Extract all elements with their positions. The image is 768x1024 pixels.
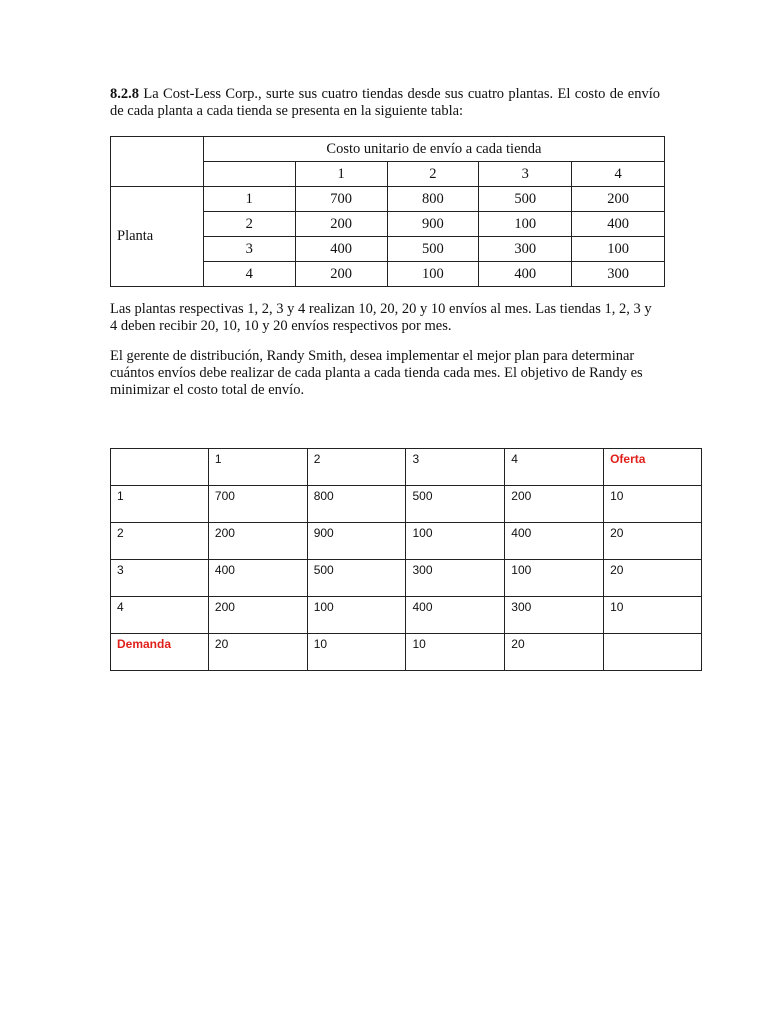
cost-table-plant: 4 bbox=[203, 262, 295, 287]
transport-cell: 800 bbox=[307, 486, 406, 523]
transport-store-header: 4 bbox=[505, 449, 604, 486]
cost-table-cell: 500 bbox=[479, 187, 572, 212]
transport-cell: 200 bbox=[208, 597, 307, 634]
cost-table-cell: 400 bbox=[479, 262, 572, 287]
transport-cell: 500 bbox=[406, 486, 505, 523]
cost-table-cell: 100 bbox=[479, 212, 572, 237]
cost-table-plant: 2 bbox=[203, 212, 295, 237]
cost-table-cell: 200 bbox=[572, 187, 665, 212]
transport-plant: 1 bbox=[111, 486, 209, 523]
cost-table-cell: 700 bbox=[295, 187, 387, 212]
transport-cell: 200 bbox=[505, 486, 604, 523]
cost-table-plant: 1 bbox=[203, 187, 295, 212]
cost-table-store-header: 3 bbox=[479, 162, 572, 187]
transport-header-row bbox=[111, 449, 702, 486]
demand-empty-cell bbox=[604, 634, 702, 671]
supply-demand-text: Las plantas respectivas 1, 2, 3 y 4 realizan 10, 20, 20 y 10 envíos al mes. Las tiendas 1, 2, 3 y 4 deben recibir 20, 10, 10 y 20 envíos respectivos por mes. bbox=[110, 301, 652, 334]
transport-corner-cell bbox=[111, 449, 209, 486]
supply-cell: 10 bbox=[604, 597, 702, 634]
transport-cell: 300 bbox=[406, 560, 505, 597]
supply-cell: 20 bbox=[604, 560, 702, 597]
cost-table-cell: 300 bbox=[479, 237, 572, 262]
demand-label: Demanda bbox=[111, 634, 209, 671]
transport-cell: 400 bbox=[208, 560, 307, 597]
supply-cell: 10 bbox=[604, 486, 702, 523]
cost-table-cell: 200 bbox=[295, 212, 387, 237]
cost-table-header: Costo unitario de envío a cada tienda bbox=[203, 137, 664, 162]
transport-plant: 4 bbox=[111, 597, 209, 634]
transport-cell: 500 bbox=[307, 560, 406, 597]
transport-cell: 700 bbox=[208, 486, 307, 523]
cost-table-cell: 100 bbox=[387, 262, 479, 287]
cost-table-cell: 500 bbox=[387, 237, 479, 262]
cost-table-cell: 400 bbox=[572, 212, 665, 237]
demand-cell: 20 bbox=[208, 634, 307, 671]
transport-plant: 2 bbox=[111, 523, 209, 560]
problem-intro-text: La Cost-Less Corp., surte sus cuatro tiendas desde sus cuatro plantas. El costo de envío de cada planta a cada tienda se presenta en la siguiente tabla: bbox=[110, 86, 660, 119]
transport-cell: 400 bbox=[406, 597, 505, 634]
demand-cell: 20 bbox=[505, 634, 604, 671]
transport-cell: 900 bbox=[307, 523, 406, 560]
cost-table-store-header: 1 bbox=[295, 162, 387, 187]
transport-store-header: 2 bbox=[307, 449, 406, 486]
transport-plant: 3 bbox=[111, 560, 209, 597]
transport-cell: 200 bbox=[208, 523, 307, 560]
cost-table-store-header: 2 bbox=[387, 162, 479, 187]
cost-table-store-header: 4 bbox=[572, 162, 665, 187]
cost-table-row bbox=[111, 187, 665, 212]
cost-table-corner-cell bbox=[111, 137, 204, 187]
cost-table-cell: 200 bbox=[295, 262, 387, 287]
supply-cell: 20 bbox=[604, 523, 702, 560]
supply-header: Oferta bbox=[604, 449, 702, 486]
transport-table bbox=[110, 448, 702, 671]
transport-cell: 400 bbox=[505, 523, 604, 560]
cost-table-row-label: Planta bbox=[111, 187, 204, 287]
demand-row bbox=[111, 634, 702, 671]
cost-table-header-row bbox=[111, 137, 665, 162]
transport-store-header: 3 bbox=[406, 449, 505, 486]
cost-table-cell: 400 bbox=[295, 237, 387, 262]
transport-cell: 300 bbox=[505, 597, 604, 634]
objective-text: El gerente de distribución, Randy Smith, desea implementar el mejor plan para determinar cuántos envíos debe realizar de cada planta a cada tienda cada mes. El objetivo de Randy es minimizar el costo total de envío. bbox=[110, 348, 643, 398]
cost-table bbox=[110, 136, 665, 287]
transport-cell: 100 bbox=[505, 560, 604, 597]
transport-row bbox=[111, 486, 702, 523]
problem-number: 8.2.8 bbox=[110, 86, 139, 102]
problem-intro bbox=[110, 86, 660, 120]
cost-table-cell: 800 bbox=[387, 187, 479, 212]
transport-store-header: 1 bbox=[208, 449, 307, 486]
cost-table-store-spacer bbox=[203, 162, 295, 187]
transport-cell: 100 bbox=[307, 597, 406, 634]
transport-row bbox=[111, 523, 702, 560]
transport-row bbox=[111, 597, 702, 634]
cost-table-cell: 100 bbox=[572, 237, 665, 262]
cost-table-plant: 3 bbox=[203, 237, 295, 262]
cost-table-cell: 900 bbox=[387, 212, 479, 237]
cost-table-cell: 300 bbox=[572, 262, 665, 287]
transport-cell: 100 bbox=[406, 523, 505, 560]
transport-row bbox=[111, 560, 702, 597]
demand-cell: 10 bbox=[307, 634, 406, 671]
demand-cell: 10 bbox=[406, 634, 505, 671]
